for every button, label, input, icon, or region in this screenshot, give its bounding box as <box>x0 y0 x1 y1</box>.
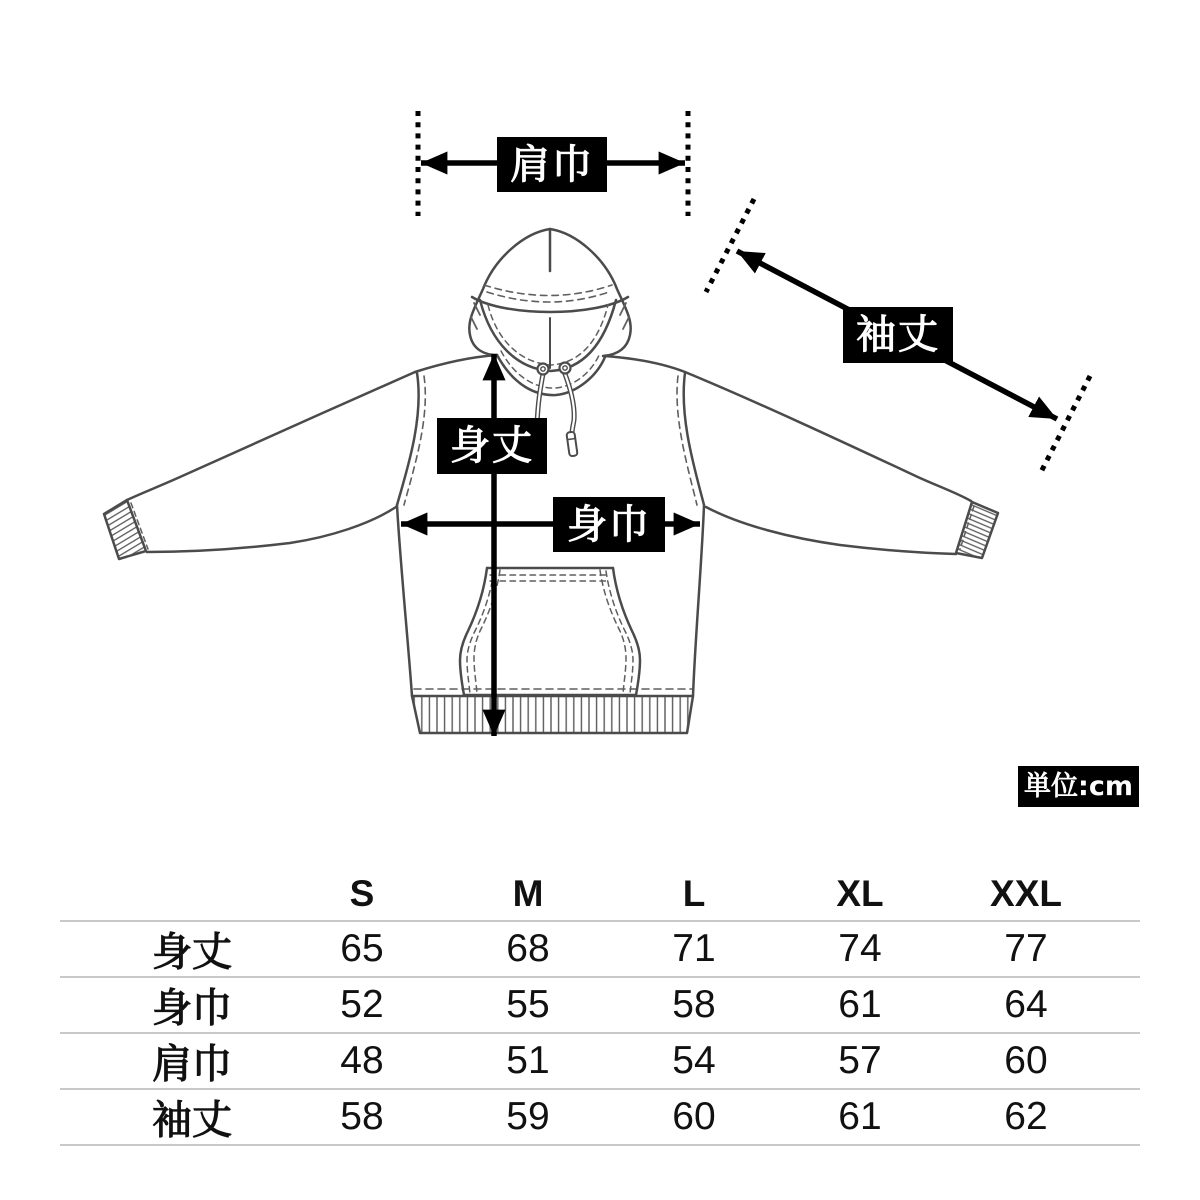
row-label: 身巾 <box>152 985 232 1032</box>
size-value: 58 <box>340 1095 384 1138</box>
size-header: XL <box>836 872 884 914</box>
size-header: XXL <box>990 872 1062 914</box>
left-eyelet <box>538 364 549 375</box>
table-row-body-length <box>60 920 1140 976</box>
unit-badge: 単位:cm <box>1018 766 1139 807</box>
body-width-label: 身巾 <box>553 497 665 552</box>
size-table <box>60 867 1140 1146</box>
hem-ribbing <box>412 696 693 733</box>
size-value: 64 <box>1004 983 1048 1026</box>
right-eyelet <box>560 363 571 374</box>
table-row-shoulder-width <box>60 1032 1140 1088</box>
size-value: 61 <box>838 1095 882 1138</box>
size-value: 55 <box>506 983 550 1026</box>
left-sleeve <box>104 372 415 559</box>
right-sleeve <box>685 372 998 558</box>
row-label: 袖丈 <box>152 1097 232 1144</box>
size-value: 74 <box>838 927 882 970</box>
size-header: S <box>349 872 375 914</box>
size-header: L <box>682 872 706 914</box>
table-row-sleeve-length <box>60 1088 1140 1144</box>
size-value: 57 <box>838 1039 882 1082</box>
size-value: 59 <box>506 1095 550 1138</box>
size-value: 68 <box>506 927 550 970</box>
size-value: 54 <box>672 1039 716 1082</box>
size-value: 51 <box>506 1039 550 1082</box>
right-cuff-ribbing <box>956 502 998 558</box>
size-table-header-row <box>60 867 1140 920</box>
size-value: 62 <box>1004 1095 1048 1138</box>
size-value: 77 <box>1004 927 1048 970</box>
size-value: 71 <box>672 927 716 970</box>
left-cuff-ribbing <box>104 500 146 559</box>
size-value: 65 <box>340 927 384 970</box>
row-label: 肩巾 <box>152 1041 232 1088</box>
size-value: 60 <box>672 1095 716 1138</box>
kangaroo-pocket <box>460 568 640 695</box>
sleeve-length-label: 袖丈 <box>843 307 953 363</box>
size-value: 58 <box>672 983 716 1026</box>
size-value: 52 <box>340 983 384 1026</box>
size-header: M <box>512 872 544 914</box>
size-value: 48 <box>340 1039 384 1082</box>
row-label: 身丈 <box>152 929 232 976</box>
shoulder-width-label: 肩巾 <box>497 137 607 192</box>
body-length-label: 身丈 <box>437 418 547 474</box>
size-value: 61 <box>838 983 882 1026</box>
table-row-body-width <box>60 976 1140 1032</box>
size-value: 60 <box>1004 1039 1048 1082</box>
